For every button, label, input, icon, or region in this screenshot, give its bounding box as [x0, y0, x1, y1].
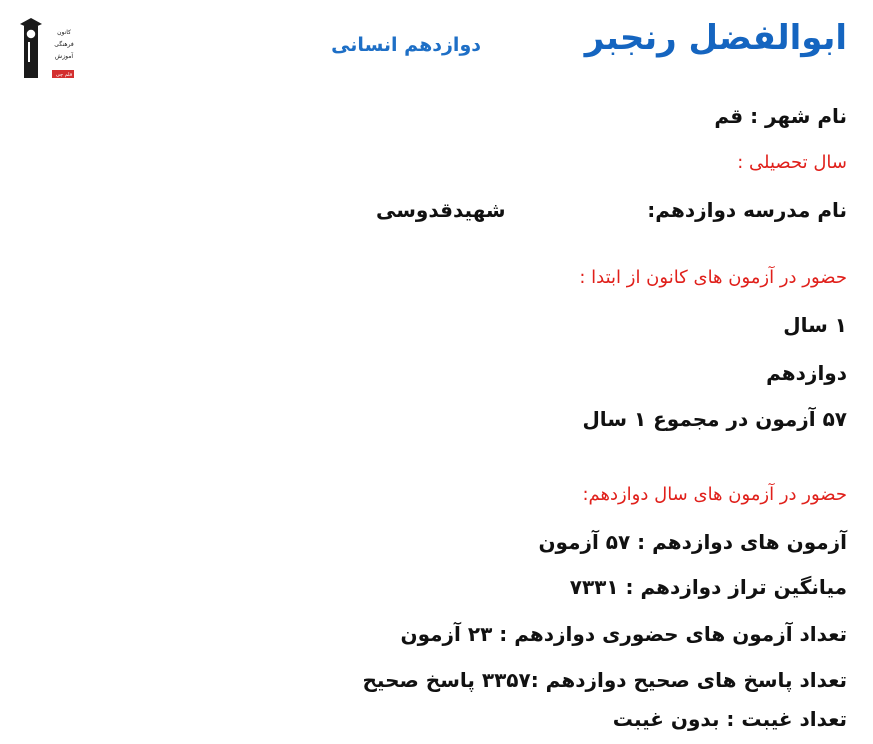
logo-line-2: فرهنگی [54, 41, 74, 48]
correct-count: تعداد پاسخ های صحیح دوازدهم :۳۳۵۷ پاسخ صحیح [362, 668, 847, 692]
logo-tag: قلم چی [55, 72, 73, 78]
student-name: ابوالفضل رنجبر [584, 18, 847, 58]
city: نام شهر : قم [714, 104, 847, 128]
since-start-heading: حضور در آزمون های کانون از ابتدا : [579, 267, 847, 288]
exams-count: آزمون های دوازدهم : ۵۷ آزمون [538, 530, 847, 554]
school-year-label: سال تحصیلی : [737, 152, 847, 173]
this-year-heading: حضور در آزمون های سال دوازدهم: [582, 484, 847, 505]
logo-line-3: آموزش [54, 53, 74, 60]
school-value: شهیدقدوسی [376, 198, 506, 222]
years-count: ۱ سال [783, 313, 847, 337]
kanoon-logo [18, 12, 80, 82]
avg-score: میانگین تراز دوازدهم : ۷۳۳۱ [569, 575, 847, 599]
absence-count: تعداد غیبت : بدون غیبت [612, 707, 847, 731]
grade-label: دوازدهم انسانی [331, 34, 481, 56]
grades-list: دوازدهم [766, 361, 847, 385]
school-label: نام مدرسه دوازدهم: [647, 198, 847, 222]
total-exams: ۵۷ آزمون در مجموع ۱ سال [582, 407, 847, 431]
in-person-count: تعداد آزمون های حضوری دوازدهم : ۲۳ آزمون [400, 622, 847, 646]
logo-line-1: کانون [57, 29, 71, 36]
